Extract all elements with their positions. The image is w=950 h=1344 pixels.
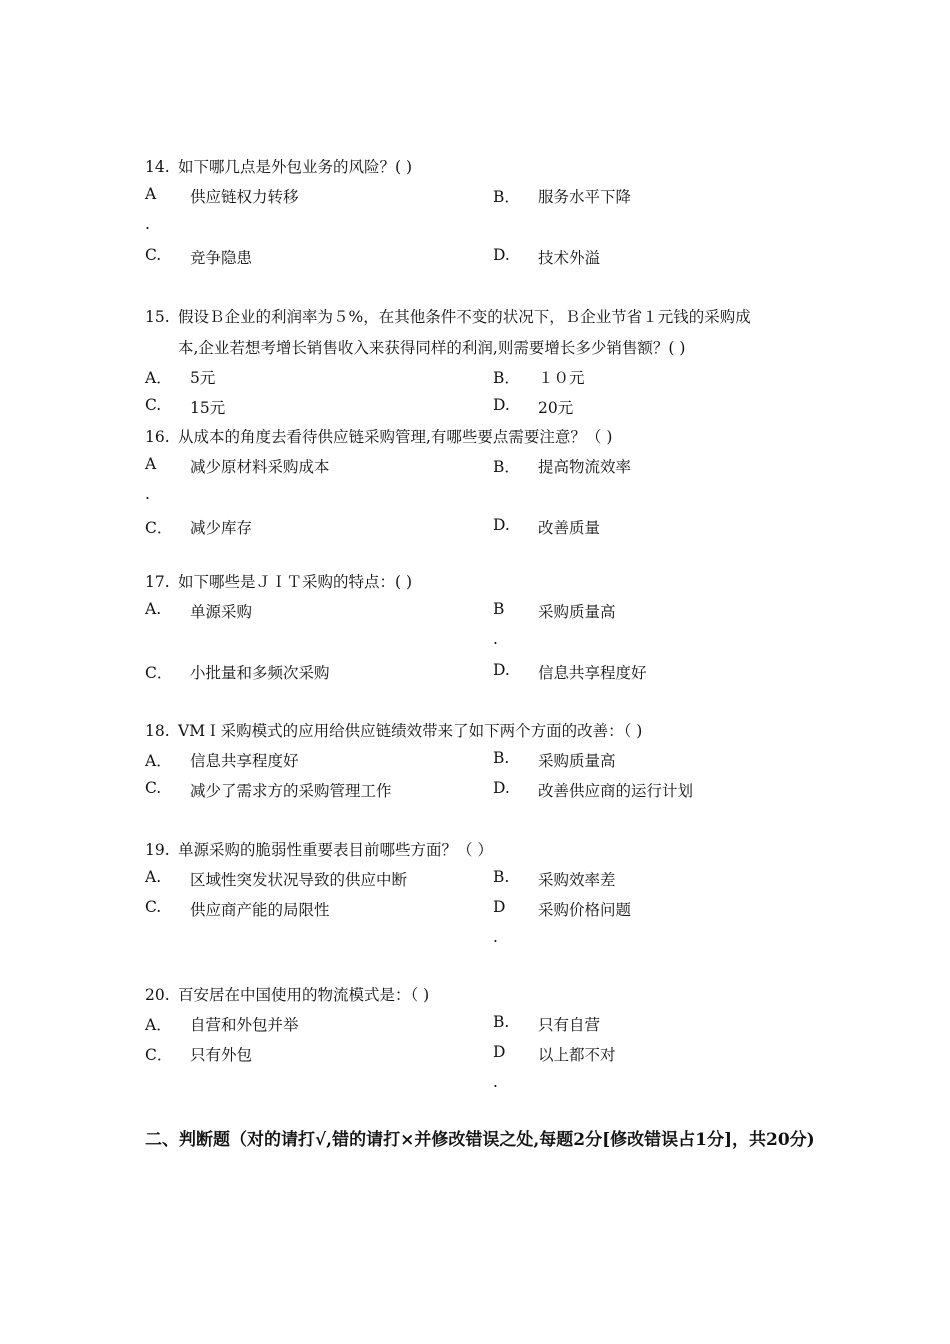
question-number: 19. (145, 841, 170, 859)
option-text: 区域性突发状况导致的供应中断 (190, 871, 408, 889)
option-text: 减少库存 (190, 519, 253, 537)
question-number: 20. (145, 986, 170, 1004)
option-letter: C． (145, 664, 173, 682)
option-letter: B (493, 600, 505, 618)
option-letter: C． (145, 1046, 173, 1064)
option-text: 小批量和多频次采购 (190, 664, 330, 682)
option-letter: A (145, 455, 157, 473)
question-number: 14. (145, 158, 170, 176)
question-text: 如下哪几点是外包业务的风险？( ) (178, 158, 413, 176)
question-14 (145, 155, 412, 177)
option-letter-dot: . (493, 630, 498, 648)
option-text: 采购质量高 (538, 752, 616, 770)
option-letter: C. (145, 779, 162, 797)
option-text: 只有自营 (538, 1016, 601, 1034)
option-text: 20元 (538, 399, 574, 417)
option-text: 供应链权力转移 (190, 188, 299, 206)
option-letter: B． (493, 188, 520, 206)
option-text: 只有外包 (190, 1046, 253, 1064)
option-text: 信息共享程度好 (190, 752, 299, 770)
option-letter-dot: . (145, 215, 150, 233)
question-19 (145, 838, 493, 860)
option-text: 信息共享程度好 (538, 664, 647, 682)
option-text: 改善质量 (538, 519, 601, 537)
question-text-continued: 本,企业若想考增长销售收入来获得同样的利润,则需要增长多少销售额？( ) (178, 339, 686, 357)
option-letter: D. (493, 661, 510, 679)
question-text: 百安居在中国使用的物流模式是：（ ) (178, 986, 430, 1004)
option-letter: B. (493, 1013, 510, 1031)
option-letter: C. (145, 246, 162, 264)
section-heading: 二、判断题（对的请打√,错的请打×并修改错误之处,每题2分[修改错误占1分]，共20分) (145, 1130, 815, 1150)
option-letter: A. (145, 868, 162, 886)
option-letter: D. (493, 396, 510, 414)
option-text: １０元 (538, 369, 585, 387)
option-letter: A. (145, 600, 162, 618)
question-text: 从成本的角度去看待供应链采购管理,有哪些要点需要注意？（ ) (178, 428, 613, 446)
option-text: 自营和外包并举 (190, 1016, 299, 1034)
option-letter: D. (493, 779, 510, 797)
option-letter: C. (145, 396, 162, 414)
question-17 (145, 570, 412, 592)
option-text: 采购价格问题 (538, 901, 632, 919)
option-letter: D. (493, 516, 510, 534)
option-text: 减少了需求方的采购管理工作 (190, 782, 392, 800)
option-letter: D (493, 898, 506, 916)
option-letter: A． (145, 752, 172, 770)
option-letter: A． (145, 369, 172, 387)
question-number: 16. (145, 428, 170, 446)
option-text: 提高物流效率 (538, 458, 632, 476)
option-text: 供应商产能的局限性 (190, 901, 330, 919)
option-letter: B. (493, 868, 510, 886)
option-text: 15元 (190, 399, 226, 417)
question-number: 18. (145, 722, 170, 740)
question-18 (145, 719, 642, 741)
option-text: 以上都不对 (538, 1046, 616, 1064)
question-16 (145, 425, 612, 447)
question-number: 15. (145, 308, 170, 326)
option-text: 单源采购 (190, 603, 253, 621)
question-number: 17. (145, 573, 170, 591)
option-text: 技术外溢 (538, 249, 601, 267)
option-letter: A． (145, 1016, 172, 1034)
question-text: VMＩ采购模式的应用给供应链绩效带来了如下两个方面的改善：（ ) (178, 722, 643, 740)
option-text: 5元 (190, 369, 216, 387)
option-text: 竞争隐患 (190, 249, 253, 267)
option-letter: B. (493, 749, 510, 767)
question-text: 假设Ｂ企业的利润率为５%，在其他条件不变的状况下，Ｂ企业节省１元钱的采购成 (178, 308, 751, 326)
question-text: 如下哪些是ＪＩＴ采购的特点：( ) (178, 573, 413, 591)
option-text: 采购效率差 (538, 871, 616, 889)
option-text: 减少原材料采购成本 (190, 458, 330, 476)
option-letter: D. (493, 246, 510, 264)
option-text: 服务水平下降 (538, 188, 632, 206)
option-letter-dot: . (145, 485, 150, 503)
option-letter: B． (493, 458, 520, 476)
option-letter-dot: . (493, 928, 498, 946)
option-letter: C． (145, 519, 173, 537)
option-letter-dot: . (493, 1073, 498, 1091)
option-letter: D (493, 1043, 506, 1061)
question-text: 单源采购的脆弱性重要表目前哪些方面？（ ） (178, 841, 493, 859)
option-text: 采购质量高 (538, 603, 616, 621)
option-letter: A (145, 185, 157, 203)
question-15 (145, 305, 751, 327)
option-text: 改善供应商的运行计划 (538, 782, 694, 800)
option-letter: C. (145, 898, 162, 916)
question-20 (145, 983, 429, 1005)
option-letter: B． (493, 369, 520, 387)
